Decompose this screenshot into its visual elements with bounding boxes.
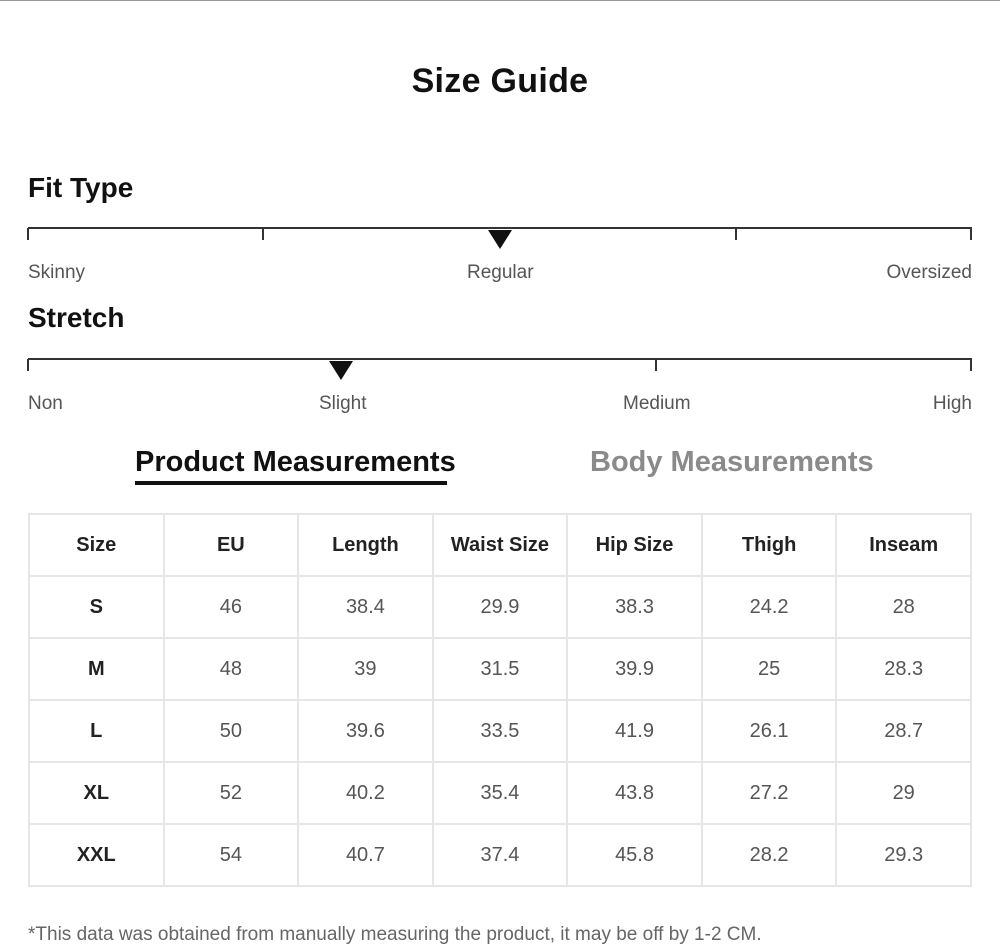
scale-tick bbox=[262, 228, 264, 240]
table-cell: 40.7 bbox=[298, 824, 433, 886]
header-cell: Thigh bbox=[702, 514, 837, 576]
table-cell: 28.7 bbox=[836, 700, 971, 762]
table-cell: 54 bbox=[164, 824, 299, 886]
table-cell: 31.5 bbox=[433, 638, 568, 700]
fit-type-scale bbox=[28, 227, 972, 229]
size-cell: XXL bbox=[29, 824, 164, 886]
table-cell: 28 bbox=[836, 576, 971, 638]
table-cell: 43.8 bbox=[567, 762, 702, 824]
header-cell: Inseam bbox=[836, 514, 971, 576]
table-cell: 39.6 bbox=[298, 700, 433, 762]
header-cell: Length bbox=[298, 514, 433, 576]
table-cell: 28.3 bbox=[836, 638, 971, 700]
measurement-disclaimer: *This data was obtained from manually measuring the product, it may be off by 1-2 CM. bbox=[28, 924, 762, 945]
table-cell: 39 bbox=[298, 638, 433, 700]
size-cell: M bbox=[29, 638, 164, 700]
table-cell: 33.5 bbox=[433, 700, 568, 762]
fit-label-regular: Regular bbox=[467, 262, 534, 283]
table-cell: 38.3 bbox=[567, 576, 702, 638]
size-cell: XL bbox=[29, 762, 164, 824]
table-cell: 28.2 bbox=[702, 824, 837, 886]
table-cell: 24.2 bbox=[702, 576, 837, 638]
table-cell: 38.4 bbox=[298, 576, 433, 638]
fit-label-oversized: Oversized bbox=[886, 262, 972, 283]
table-cell: 29.9 bbox=[433, 576, 568, 638]
page-title: Size Guide bbox=[411, 62, 589, 100]
tab-product-measurements[interactable]: Product Measurements bbox=[135, 446, 456, 478]
scale-tick bbox=[970, 228, 972, 240]
stretch-marker-icon bbox=[329, 361, 353, 380]
stretch-label-non: Non bbox=[28, 393, 63, 414]
table-cell: 52 bbox=[164, 762, 299, 824]
stretch-heading: Stretch bbox=[28, 302, 125, 333]
tab-body-measurements[interactable]: Body Measurements bbox=[590, 446, 874, 478]
table-cell: 37.4 bbox=[433, 824, 568, 886]
header-cell: Size bbox=[29, 514, 164, 576]
table-row bbox=[29, 638, 971, 700]
table-cell: 26.1 bbox=[702, 700, 837, 762]
table-cell: 40.2 bbox=[298, 762, 433, 824]
table-cell: 45.8 bbox=[567, 824, 702, 886]
table-cell: 41.9 bbox=[567, 700, 702, 762]
table-cell: 35.4 bbox=[433, 762, 568, 824]
header-cell: Waist Size bbox=[433, 514, 568, 576]
table-cell: 50 bbox=[164, 700, 299, 762]
table-cell: 27.2 bbox=[702, 762, 837, 824]
table-row bbox=[29, 762, 971, 824]
header-cell: EU bbox=[164, 514, 299, 576]
scale-tick bbox=[735, 228, 737, 240]
fit-type-marker-icon bbox=[488, 230, 512, 249]
table-row bbox=[29, 576, 971, 638]
size-table bbox=[28, 513, 972, 887]
stretch-label-high: High bbox=[932, 393, 972, 414]
active-tab-underline bbox=[135, 481, 447, 485]
cropped-top-edge bbox=[0, 0, 1000, 5]
table-header-row bbox=[29, 514, 971, 576]
header-cell: Hip Size bbox=[567, 514, 702, 576]
size-cell: L bbox=[29, 700, 164, 762]
scale-tick bbox=[655, 359, 657, 371]
fit-label-skinny: Skinny bbox=[28, 262, 86, 283]
stretch-scale bbox=[28, 358, 972, 360]
table-cell: 46 bbox=[164, 576, 299, 638]
stretch-label-slight: Slight bbox=[319, 393, 367, 414]
table-cell: 25 bbox=[702, 638, 837, 700]
table-row bbox=[29, 700, 971, 762]
table-cell: 29 bbox=[836, 762, 971, 824]
size-cell: S bbox=[29, 576, 164, 638]
table-row bbox=[29, 824, 971, 886]
table-cell: 29.3 bbox=[836, 824, 971, 886]
scale-tick bbox=[970, 359, 972, 371]
scale-tick bbox=[27, 359, 29, 371]
fit-type-heading: Fit Type bbox=[28, 172, 134, 203]
scale-tick bbox=[27, 228, 29, 240]
stretch-label-medium: Medium bbox=[623, 393, 691, 414]
table-cell: 39.9 bbox=[567, 638, 702, 700]
table-cell: 48 bbox=[164, 638, 299, 700]
